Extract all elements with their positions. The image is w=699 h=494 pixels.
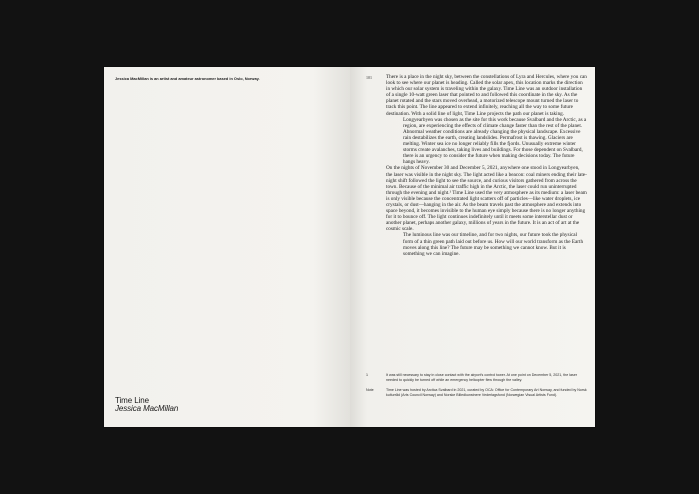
article-title: Time Line [115, 396, 149, 405]
article-author: Jessica MacMillan [115, 404, 179, 414]
paragraph: There is a place in the night sky, between the constellations of Lyra and Hercules, where you can look to see where our planet is heading. Called the solar apex, this location marks the direction in which our solar system is traveling within the galaxy. Time Line was an outdoor installation of a single 10-watt green laser that pointed to and followed this coordinate in the sky. As the planet rotated and the stars moved overhead, a motorized telescope mount turned the laser to track this point. The line appeared to extend infinitely, reaching all the way to some future destination. With a solid line of light, Time Line projects the path our planet is taking. [386, 74, 587, 117]
right-page [350, 67, 595, 427]
title-block [115, 397, 178, 414]
page-number: 101 [366, 75, 372, 80]
footnote [366, 373, 588, 383]
footnote-label: 1 [366, 373, 368, 377]
left-page [104, 67, 350, 427]
paragraph: On the nights of November 30 and December 5, 2021, anywhere one stood in Longyearbyen, the laser was visible in the night sky. The light acted like a beacon: coal miners ending their late-night shift followed the light to see the source, and curious visitors gathered from across the town. Because of the minimal air traffic high in the Arctic, the laser could run uninterrupted through the evening and night.¹ Time Line used the very atmosphere as its medium: a laser beam is only visible because the concentrated light scatters off of particles—like water droplets, ice crystals, or dust—hanging in the air. As the beam travels past the atmosphere and extends into space beyond, it becomes invisible to the human eye simply because there is no longer anything for it to bounce off. The light continues indefinitely until it meets some interstellar dust or another planet, perhaps another galaxy, millions of years in the future. It is an act of art at the cosmic scale. [386, 165, 587, 233]
paragraph: The luminous line was our timeline, and for two nights, our future took the physical form of a thin green path laid out before us. How will our world transform as the Earth moves along this line? The future may be something we cannot know. But it is something we can imagine. [403, 232, 584, 257]
body-text [386, 74, 587, 257]
paragraph: Longyearbyen was chosen as the site for this work because Svalbard and the Arctic, as a region, are experiencing the effects of climate change faster than the rest of the planet. Abnormal weather conditions are already changing the physical landscape. Excessive rain destabilizes the earth, creating landslides. Permafrost is thawing. Glaciers are melting. Winter sea ice no longer reliably fills the fjords. Unusually extreme winter storms create avalanches, taking lives and buildings. For those dependent on Svalbard, there is an urgency to consider the future when making decisions today. The future hangs heavy. [403, 116, 587, 166]
footnotes [366, 373, 588, 403]
book-spread [104, 67, 595, 427]
footnote-text: It was still necessary to stay in close contact with the airport's control tower. At one point on December 5, 2021, the laser needed to quickly be turned off while an emergency helicopter flew through the valley. [386, 373, 578, 383]
footnote [366, 388, 588, 398]
footnote-label: Note [366, 388, 374, 393]
footnote-text: Time Line was hosted by Arctica Svalbard in 2021, curated by OCA: Office for Contemporary Art Norway, and funded by Norsk kulturråd (Arts Council Norway) and Norske Billedkunstnere Vederlagsfond (Norwegian Visual Artists Fund). [386, 388, 587, 398]
author-bio: Jessica MacMillan is an artist and amateur astronomer based in Oslo, Norway. [115, 76, 260, 81]
